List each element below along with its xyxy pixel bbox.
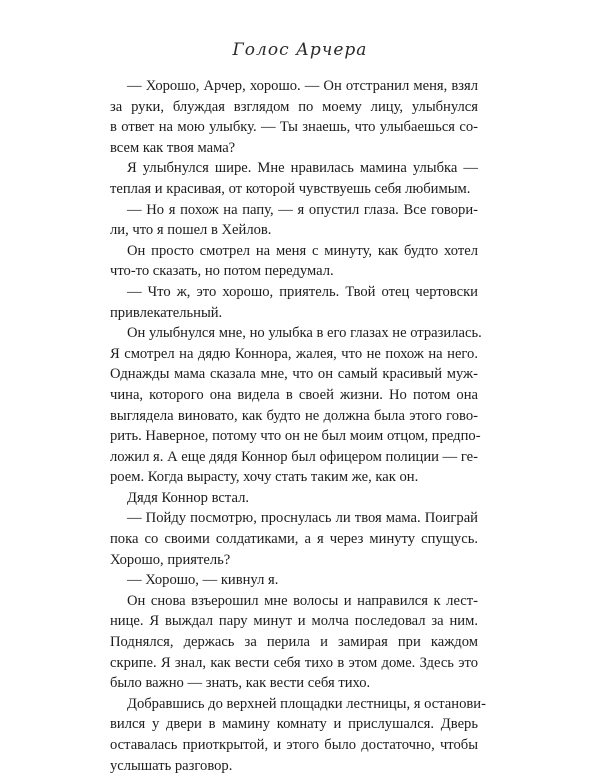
text-line: Он улыбнулся мне, но улыбка в его глазах не отразилась. [127,325,482,342]
body-text [110,76,486,776]
paragraph [110,488,478,509]
paragraph [110,323,482,488]
text-line: оставалась приоткрытой, и этого было достаточно, чтобы [110,737,478,753]
text-line: ли, что я пошел в Хейлов. [110,222,272,239]
text-line: было важно — знать, как вести себя тихо. [110,675,371,692]
paragraph [110,76,478,158]
paragraph [110,591,478,694]
text-line: нице. Я выждал пару минут и молча последовал за ним. [110,613,478,630]
paragraph [110,508,478,570]
running-title: Голос Арчера [232,40,368,60]
text-line: рить. Наверное, потому что он не был моим отцом, предпо- [110,428,481,445]
text-line: Я смотрел на дядю Коннора, жалея, что не похож на него. [110,345,478,362]
text-line: выглядела виновато, как будто не должна была этого гово- [110,407,478,424]
text-line: привлекательный. [110,304,223,321]
text-line: — Что ж, это хорошо, приятель. Твой отец чертовски [127,283,478,300]
text-line: Хорошо, приятель? [110,551,231,568]
text-line: всем как твоя мама? [110,139,236,156]
text-line: пока со своими солдатиками, а я через минуту спущусь. [110,531,478,548]
text-line: — Хорошо, Арчер, хорошо. — Он отстранил меня, взял [127,78,478,94]
paragraph [110,282,478,323]
text-line: — Пойду посмотрю, проснулась ли твоя мама. Поиграй [127,510,478,527]
text-line: роем. Когда вырасту, хочу стать таким же, как он. [110,469,419,486]
paragraph [110,241,478,282]
text-line: в ответ на мою улыбку. — Ты знаешь, что улыбаешься со- [110,119,478,136]
text-line: за руки, блуждая взглядом по моему лицу, улыбнулся [110,98,478,115]
text-line: — Хорошо, — кивнул я. [127,572,279,589]
text-line: чина, которого она видела в своей жизни. Но потом она [110,386,478,403]
text-line: Я улыбнулся шире. Мне нравилась мамина улыбка — [127,160,478,177]
paragraph [110,158,478,199]
text-line: Он просто смотрел на меня с минуту, как будто хотел [127,242,478,259]
text-line: Поднялся, держась за перила и замирая при каждом [110,634,478,651]
paragraph [110,200,478,241]
paragraph [110,570,478,591]
text-line: вился у двери в мамину комнату и прислушался. Дверь [110,716,478,733]
text-line: Добравшись до верхней площадки лестницы, я останови- [127,695,486,712]
text-line: что-то сказать, но потом передумал. [110,263,334,280]
paragraph [110,694,486,776]
text-line: услышать разговор. [110,757,233,774]
text-line: скрипе. Я знал, как вести себя тихо в этом доме. Здесь это [110,654,478,671]
text-line: Он снова взъерошил мне волосы и направился к лест- [127,592,478,609]
text-line: теплая и красивая, от которой чувствуешь себя любимым. [110,180,471,197]
text-line: ложил я. А еще дядя Коннор был офицером полиции — ге- [110,448,478,465]
text-line: Дядя Коннор встал. [127,489,249,506]
text-line: Однажды мама сказала мне, что он самый красивый муж- [110,366,478,383]
text-line: — Но я похож на папу, — я опустил глаза. Все говори- [127,201,478,218]
